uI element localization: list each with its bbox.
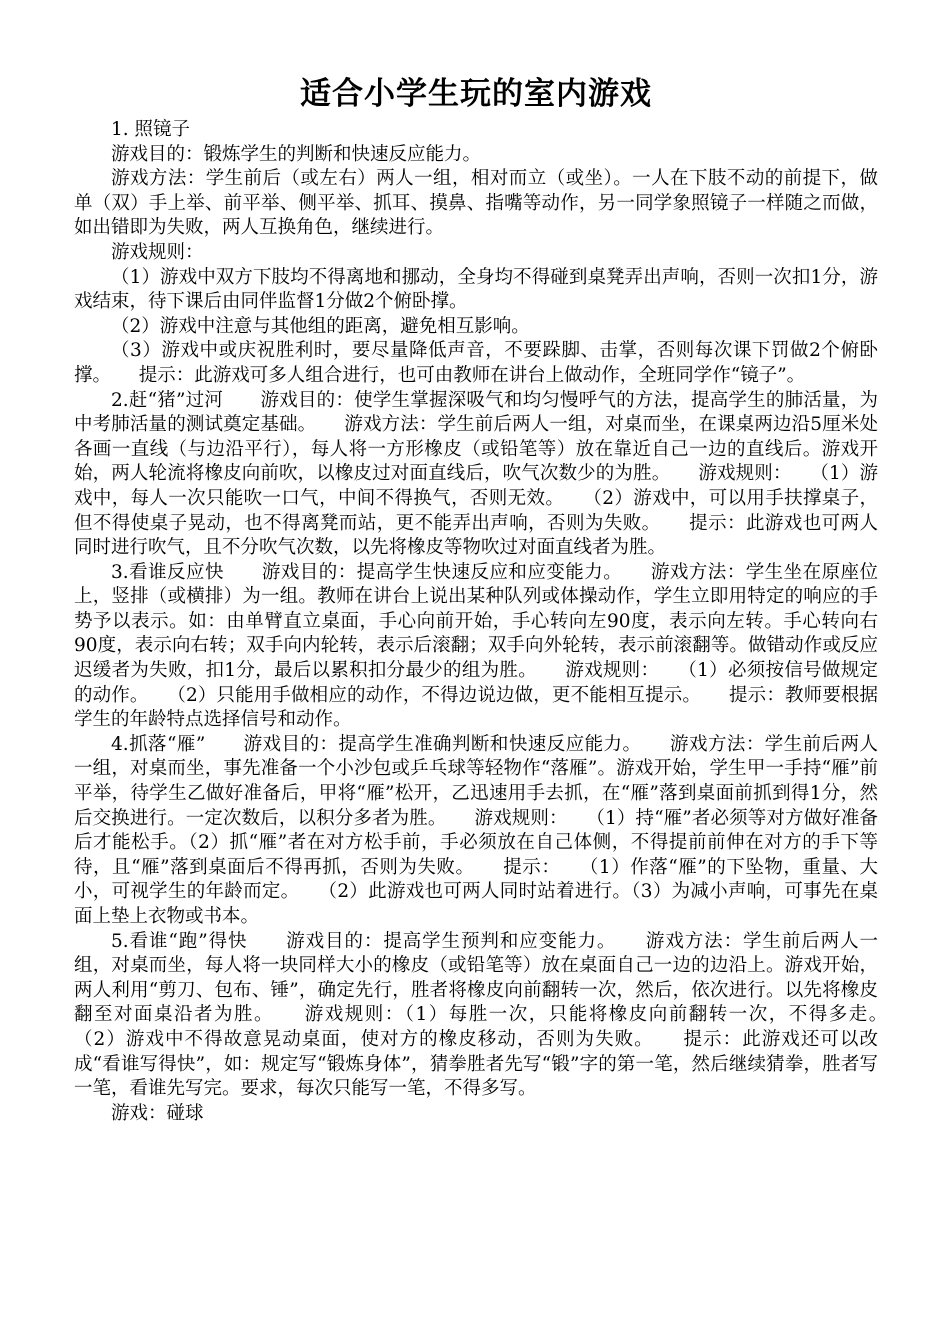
- paragraph-game-6-heading: 游戏：碰球: [111, 1102, 204, 1124]
- paragraph-rule-1-2: （2）游戏中注意与其他组的距离，避免相互影响。: [111, 315, 530, 337]
- paragraph-goal-1: 游戏目的：锻炼学生的判断和快速反应能力。: [111, 143, 482, 165]
- page-title: 适合小学生玩的室内游戏: [300, 76, 652, 112]
- paragraph-rule-1-3: （3）游戏中或庆祝胜利时，要尽量降低声音，不要跺脚、击掌，否则每次课下罚做2个俯卧撑。 提示：此游戏可多人组合进行，也可由教师在讲台上做动作，全班同学作“镜子”。: [74, 340, 878, 386]
- paragraph-rule-1-1: （1）游戏中双方下肢均不得离地和挪动，全身均不得碰到桌凳弄出声响，否则一次扣1分，游戏结束，待下课后由同伴监督1分做2个俯卧撑。: [74, 266, 878, 313]
- paragraph-rules-heading-1: 游戏规则：: [111, 241, 204, 263]
- paragraph-game-3: 3.看谁反应快 游戏目的：提高学生快速反应和应变能力。 游戏方法：学生坐在原座位上，竖排（或横排）为一组。教师在讲台上说出某种队列或体操动作，学生立即用特定的响应的手势予以表示。如：由单臂直立桌面，手心向前开始，手心转向左90度，表示向左转。手心转向右90度，表示向右转；双手向内轮转，表示后滚翻；双手向外轮转，表示前滚翻等。做错动作或反应迟缓者为失败，扣1分，最后以累积扣分最少的组为胜。 游戏规则： （1）必须按信号做规定的动作。 （2）只能用手做相应的动作，不得边说边做，更不能相互提示。 提示：教师要根据学生的年龄特点选择信号和动作。: [74, 561, 878, 731]
- section-heading-mirror: 1. 照镜子: [111, 119, 191, 140]
- paragraph-game-5: 5.看谁“跑”得快 游戏目的：提高学生预判和应变能力。 游戏方法：学生前后两人一组，对桌而坐，每人将一块同样大小的橡皮（或铅笔等）放在桌面自己一边的边沿上。游戏开始，两人利用“剪刀、包布、锤”，确定先行，胜者将橡皮向前翻转一次，然后，依次进行。以先将橡皮翻至对面桌沿者为胜。 游戏规则：（1）每胜一次，只能将橡皮向前翻转一次，不得多走。 （2）游戏中不得故意晃动桌面，使对方的橡皮移动，否则为失败。 提示：此游戏还可以改成“看谁写得快”，如：规定写“锻炼身体”，猜拳胜者先写“锻”字的第一笔，然后继续猜拳，胜者写一笔，看谁先写完。要求，每次只能写一笔，不得多写。: [74, 930, 916, 1100]
- paragraph-game-4: 4.抓落“雁” 游戏目的：提高学生准确判断和快速反应能力。 游戏方法：学生前后两人一组，对桌而坐，事先准备一个小沙包或乒乓球等轻物作“落雁”。游戏开始，学生甲一手持“雁”前平举，待学生乙做好准备后，甲将“雁”松开，乙迅速用手去抓，在“雁”落到桌面前抓到得1分，然后交换进行。一定次数后，以积分多者为胜。 游戏规则： （1）持“雁”者必须等对方做好准备后才能松手。（2）抓“雁”者在对方松手前，手必须放在自己体侧，不得提前前伸在对方的手下等待，且“雁”落到桌面后不得再抓，否则为失败。 提示： （1）作落“雁”的下坠物，重量、大小，可视学生的年龄而定。 （2）此游戏也可两人同时站着进行。（3）为减小声响，可事先在桌面上垫上衣物或书本。: [74, 733, 878, 927]
- paragraph-method-1: 游戏方法：学生前后（或左右）两人一组，相对而立（或坐）。一人在下肢不动的前提下，做单（双）手上举、前平举、侧平举、抓耳、摸鼻、指嘴等动作，另一同学象照镜子一样随之而做，如出错即为失败，两人互换角色，继续进行。: [74, 168, 878, 239]
- paragraph-game-2: 2.赶“猪”过河 游戏目的：使学生掌握深吸气和均匀慢呼气的方法，提高学生的肺活量，为中考肺活量的测试奠定基础。 游戏方法：学生前后两人一组，对桌而坐，在课桌两边沿5厘米处各画一直线（与边沿平行），每人将一方形橡皮（或铅笔等）放在靠近自己一边的直线后。游戏开始，两人轮流将橡皮向前吹，以橡皮过对面直线后，吹气次数少的为胜。 游戏规则： （1）游戏中，每人一次只能吹一口气，中间不得换气，否则无效。 （2）游戏中，可以用手扶撑桌子，但不得使桌子晃动，也不得离凳而站，更不能弄出声响，否则为失败。 提示：此游戏也可两人同时进行吹气，且不分吹气次数，以先将橡皮等物吹过对面直线者为胜。: [74, 389, 878, 559]
